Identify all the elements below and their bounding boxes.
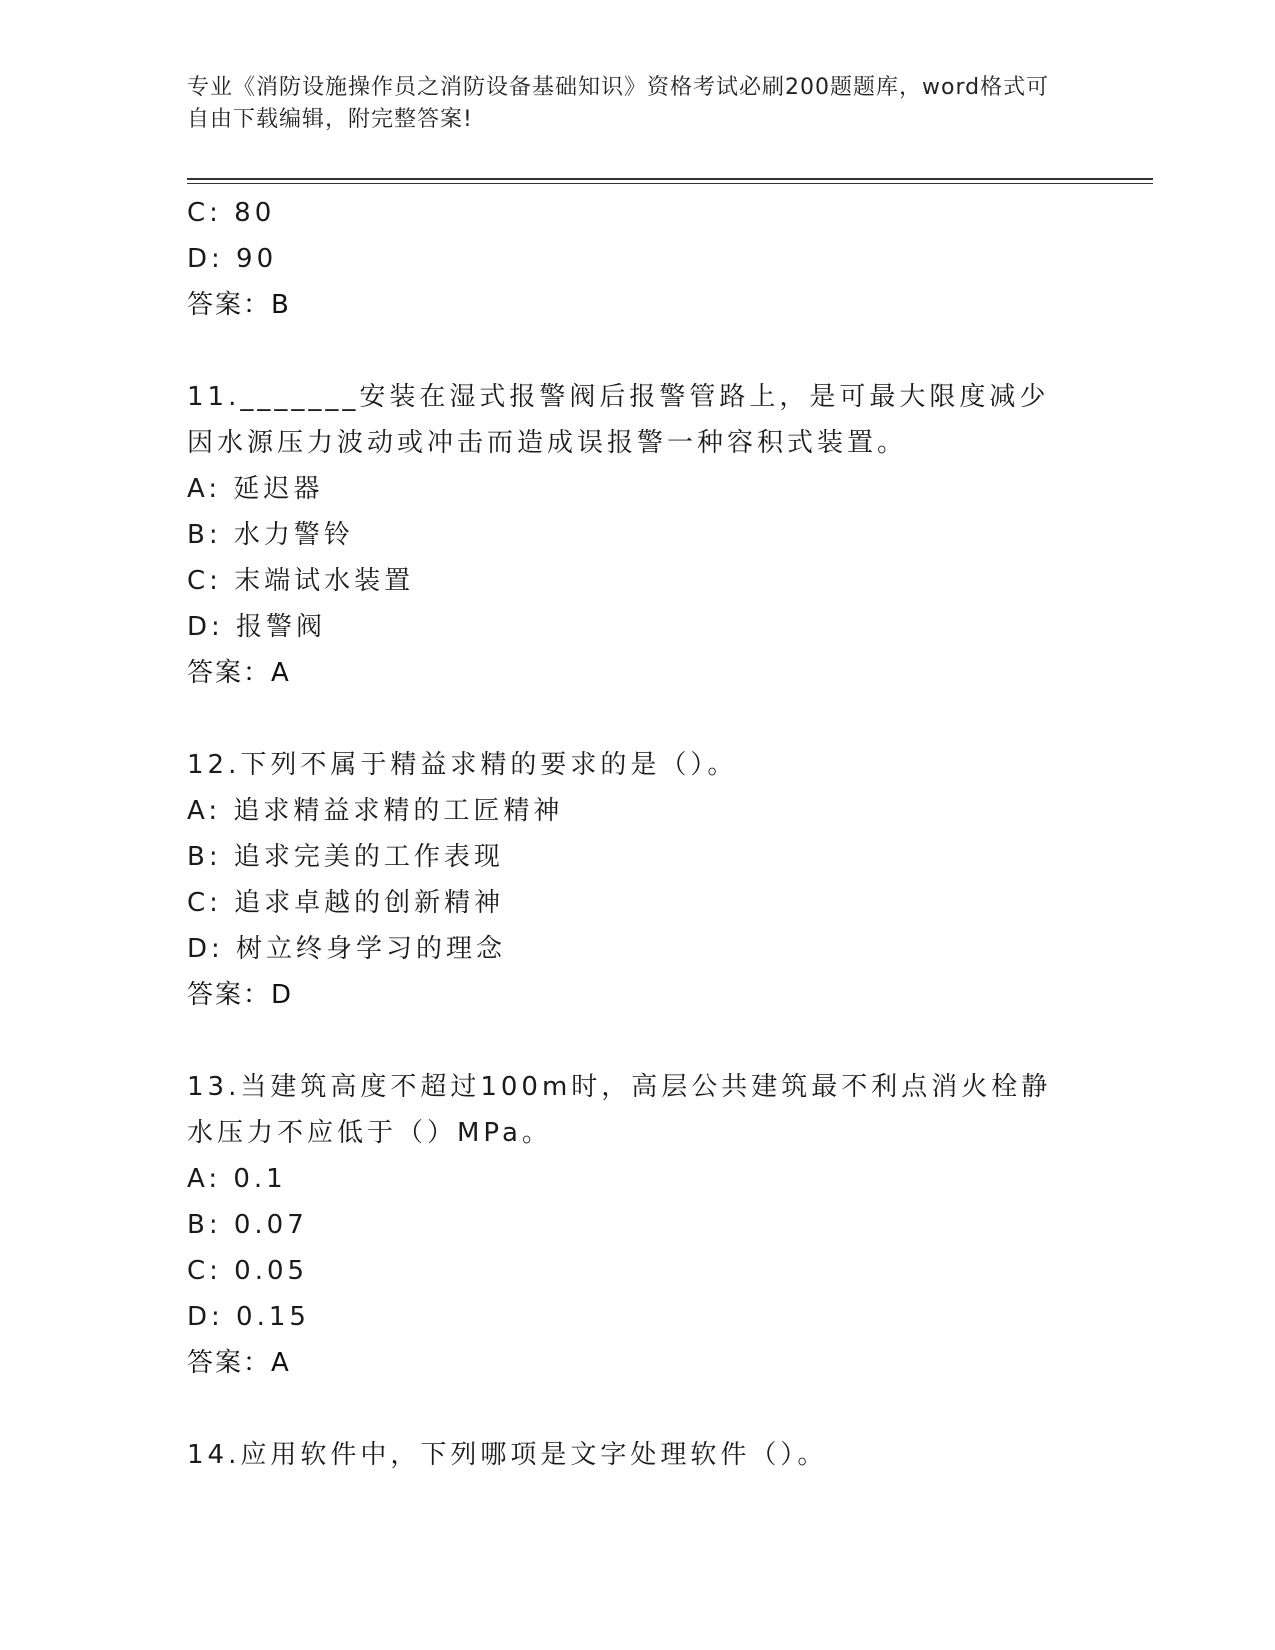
- question-12: [187, 742, 1087, 1018]
- option-d: D: 树立终身学习的理念: [187, 934, 507, 964]
- option-c: C: 末端试水装置: [187, 566, 415, 596]
- spacer: [187, 1018, 1087, 1064]
- option-c: C: 80: [187, 198, 276, 228]
- header-divider-thin: [187, 183, 1153, 184]
- option-d: D: 报警阀: [187, 612, 327, 642]
- answer-line: 答案：D: [187, 980, 294, 1010]
- option-b: B: 水力警铃: [187, 520, 354, 550]
- header-divider-thick: [187, 178, 1153, 180]
- answer-line: 答案：B: [187, 290, 291, 320]
- option-c: C: 0.05: [187, 1256, 309, 1286]
- option-d: D: 0.15: [187, 1302, 310, 1332]
- question-content: [187, 190, 1087, 1478]
- question-10-tail: [187, 190, 1087, 328]
- option-d: D: 90: [187, 244, 278, 274]
- question-stem: 14.应用软件中，下列哪项是文字处理软件（）。: [187, 1440, 828, 1470]
- question-11: [187, 374, 1087, 696]
- option-c: C: 追求卓越的创新精神: [187, 888, 505, 918]
- question-14: [187, 1432, 1087, 1478]
- spacer: [187, 1386, 1087, 1432]
- option-a: A: 追求精益求精的工匠精神: [187, 796, 564, 826]
- question-stem: 13.当建筑高度不超过100m时，高层公共建筑最不利点消火栓静水压力不应低于（）MPa。: [187, 1072, 1052, 1148]
- option-a: A: 0.1: [187, 1164, 287, 1194]
- document-header: 专业《消防设施操作员之消防设备基础知识》资格考试必刷200题题库，word格式可自由下载编辑，附完整答案!: [187, 75, 1050, 132]
- answer-line: 答案：A: [187, 1348, 291, 1378]
- question-stem: 12.下列不属于精益求精的要求的是（）。: [187, 750, 738, 780]
- question-13: [187, 1064, 1087, 1386]
- spacer: [187, 696, 1087, 742]
- option-b: B: 0.07: [187, 1210, 308, 1240]
- option-b: B: 追求完美的工作表现: [187, 842, 504, 872]
- option-a: A: 延迟器: [187, 474, 324, 504]
- spacer: [187, 328, 1087, 374]
- answer-line: 答案：A: [187, 658, 291, 688]
- question-stem: 11._______安装在湿式报警阀后报警管路上，是可最大限度减少因水源压力波动或冲击而造成误报警一种容积式装置。: [187, 382, 1050, 458]
